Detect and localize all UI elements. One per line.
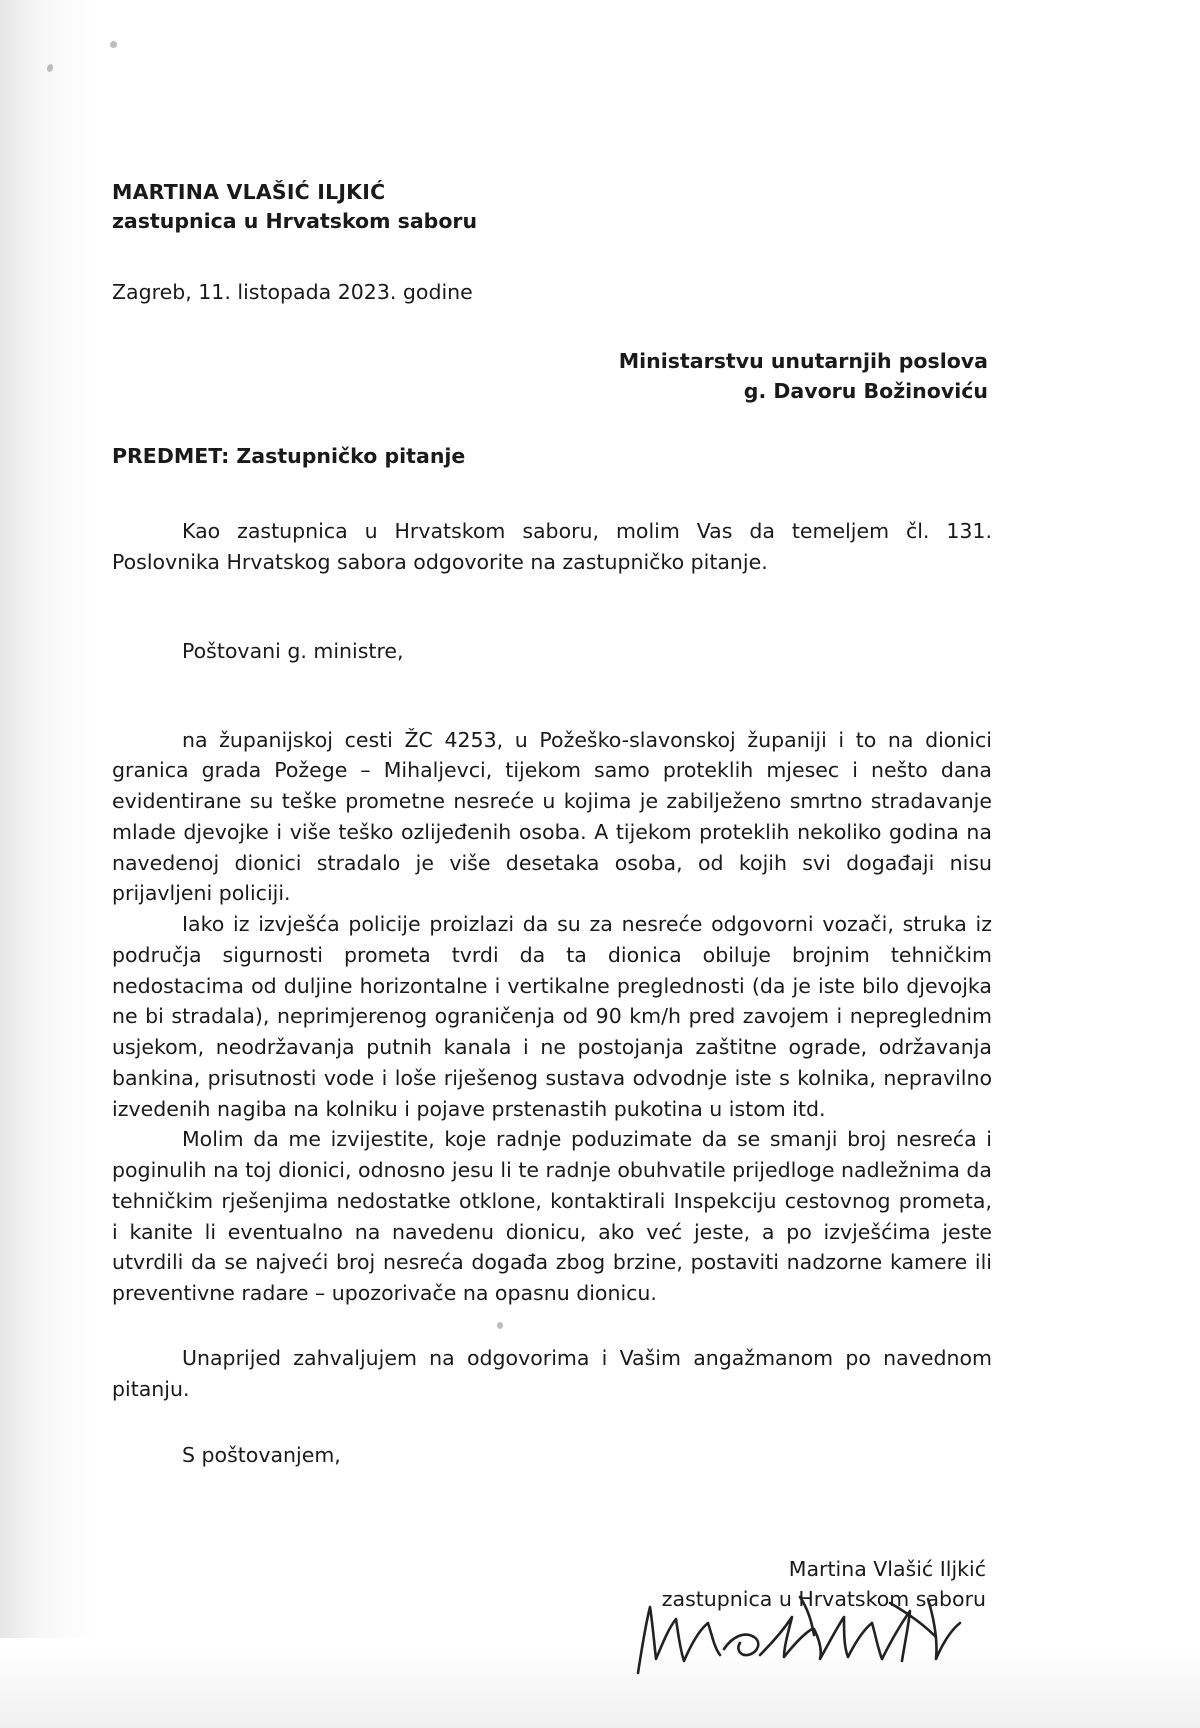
signature-block (112, 1555, 992, 1614)
signature-name: Martina Vlašić Iljkić (788, 1557, 986, 1582)
greeting: Poštovani g. ministre, (182, 638, 404, 663)
recipient-institution: Ministarstvu unutarnjih poslova (618, 348, 988, 373)
subject-text: Zastupničko pitanje (229, 444, 466, 469)
signature-role: zastupnica u Hrvatskom saboru (661, 1586, 986, 1611)
scan-edge-shadow-left (0, 0, 96, 1728)
body-paragraph-2: Iako iz izvješća policije proizlazi da su za nesreće odgovorni vozači, struka iz područja sigurnosti prometa tvrdi da ta dionica obiluje brojnim tehničkim nedostacima od duljine horizontalne i vertikalne preglednosti (da je iste bilo djevojka ne bi stradala), neprimjerenog ograničenja od 90 km/h pred zavojem i nepreglednim usjekom, neodržavanja putnih kanala i ne postojanja zaštitne ograde, održavanja bankina, prisutnosti vode i loše riješenog sustava odvodnje iste s kolnika, nepravilno izvedenih nagiba na kolniku i pojave prstenastih pukotina u istom itd. (112, 912, 992, 1121)
body-paragraph-1: na županijskoj cesti ŽC 4253, u Požeško-slavonskoj županiji i to na dionici granica grada Požege – Mihaljevci, tijekom samo proteklih mjesec i nešto dana evidentirane su teške prometne nesreće u kojima je zabilježeno smrtno stradavanje mlade djevojke i više teško ozlijeđenih osoba. A tijekom proteklih nekoliko godina na navedenoj dionici stradalo je više desetaka osoba, od kojih svi događaji nisu prijavljeni policiji. (112, 727, 992, 906)
document-body (112, 0, 992, 1615)
closing-regards: S poštovanjem, (182, 1443, 341, 1468)
closing-thanks: Unaprijed zahvaljujem na odgovorima i Vašim angažmanom po navednom pitanju. (112, 1345, 992, 1401)
body-paragraphs (112, 725, 992, 1309)
subject-line (112, 444, 992, 468)
place-and-date: Zagreb, 11. listopada 2023. godine (112, 280, 473, 305)
recipient-block (112, 347, 992, 406)
intro-paragraph: Kao zastupnica u Hrvatskom saboru, molim Vas da temeljem čl. 131. Poslovnika Hrvatskog sabora odgovorite na zastupničko pitanje. (112, 519, 992, 575)
sender-name: MARTINA VLAŠIĆ ILJKIĆ (112, 180, 386, 204)
scan-edge-shadow-bottom (0, 1638, 1200, 1728)
subject-label: PREDMET: (112, 444, 230, 469)
body-paragraph-3: Molim da me izvijestite, koje radnje poduzimate da se smanji broj nesreća i poginulih na toj dionici, odnosno jesu li te radnje obuhvatile prijedloge nadležnima da tehničkim rješenjima nedostatke otklone, kontaktirali Inspekciju cestovnog prometa, i kanite li eventualno na navedenu dionicu, ako već jeste, a po izvješćima jeste utvrdili da se najveći broj nesreća događa zbog brzine, postaviti nadzorne kamere ili preventivne radare – upozorivače na opasnu dionicu. (112, 1127, 992, 1306)
recipient-person: g. Davoru Božinoviću (743, 378, 988, 403)
sender-role: zastupnica u Hrvatskom saboru (112, 209, 478, 234)
